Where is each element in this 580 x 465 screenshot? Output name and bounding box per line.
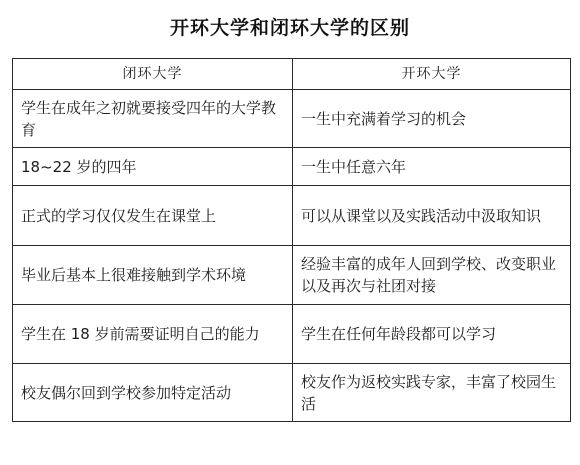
- closed-loop-cell: 学生在成年之初就要接受四年的大学教育: [13, 90, 293, 148]
- open-loop-cell: 一生中充满着学习的机会: [293, 90, 571, 148]
- table-row: [13, 305, 571, 364]
- page-title: 开环大学和闭环大学的区别: [169, 17, 410, 39]
- table-row: [13, 90, 571, 148]
- open-loop-cell: 一生中任意六年: [293, 148, 571, 186]
- closed-loop-cell: 正式的学习仅仅发生在课堂上: [13, 186, 293, 246]
- open-loop-cell: 学生在任何年龄段都可以学习: [293, 305, 571, 364]
- table-row: [13, 364, 571, 422]
- closed-loop-cell: 18~22 岁的四年: [13, 148, 293, 186]
- header-closed-loop: 闭环大学: [13, 59, 293, 90]
- closed-loop-cell: 校友偶尔回到学校参加特定活动: [13, 364, 293, 422]
- closed-loop-cell: 毕业后基本上很难接触到学术环境: [13, 246, 293, 305]
- comparison-table: [12, 58, 571, 422]
- table-row: [13, 148, 571, 186]
- open-loop-cell: 可以从课堂以及实践活动中汲取知识: [293, 186, 571, 246]
- table-header-row: [13, 59, 571, 90]
- closed-loop-cell: 学生在 18 岁前需要证明自己的能力: [13, 305, 293, 364]
- open-loop-cell: 经验丰富的成年人回到学校、改变职业以及再次与社团对接: [293, 246, 571, 305]
- open-loop-cell: 校友作为返校实践专家，丰富了校园生活: [293, 364, 571, 422]
- table-row: [13, 246, 571, 305]
- header-open-loop: 开环大学: [293, 59, 571, 90]
- table-row: [13, 186, 571, 246]
